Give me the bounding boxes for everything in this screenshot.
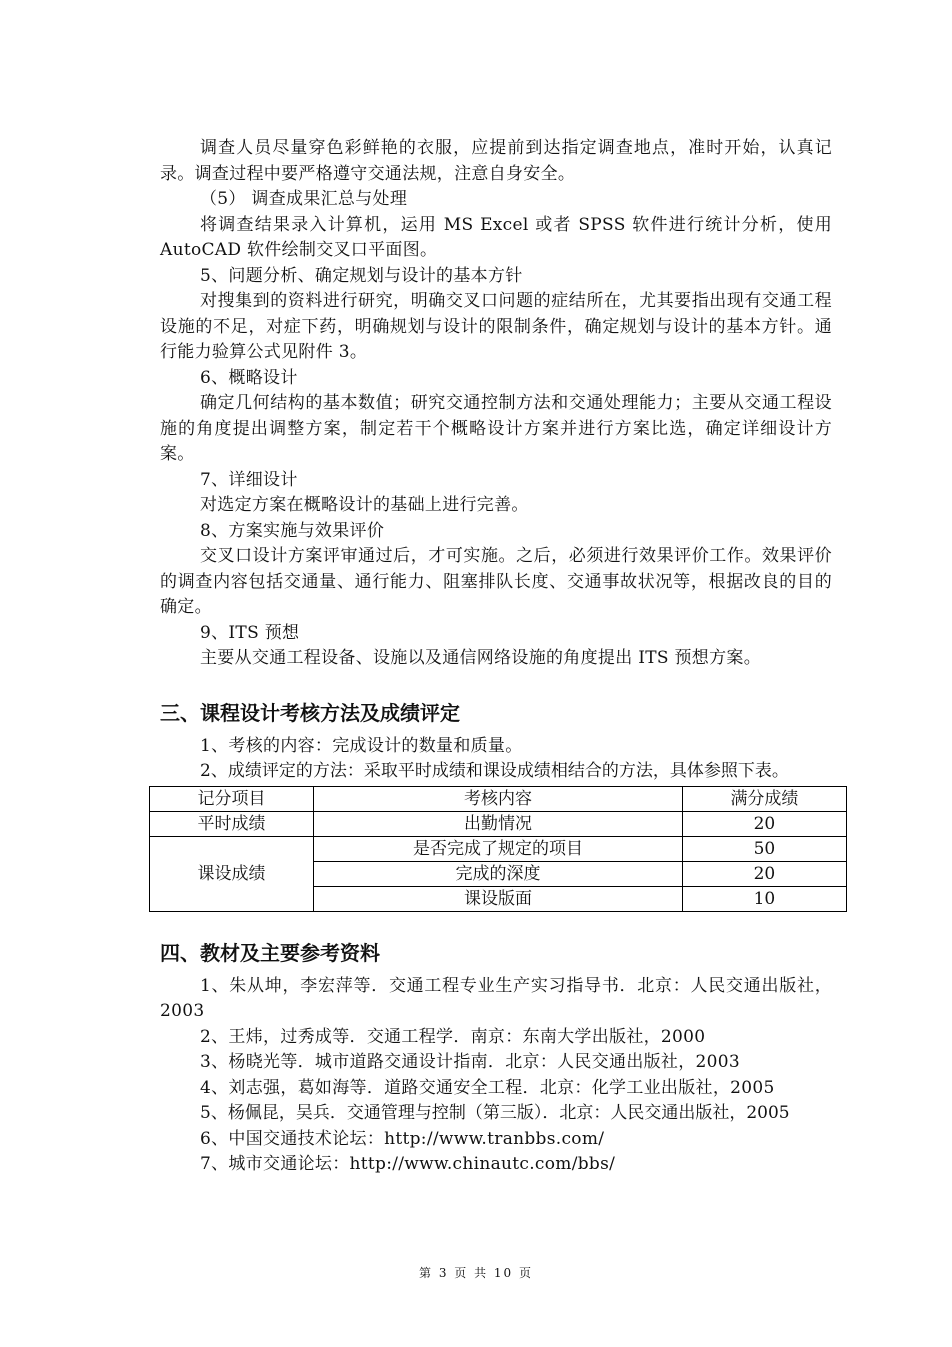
page-number: 第 3 页 共 10 页	[419, 1266, 533, 1280]
assessment-item-1: 1、考核的内容：完成设计的数量和质量。	[200, 735, 523, 756]
reference-item: 1、朱从坤，李宏萍等．交通工程专业生产实习指导书．北京：人民交通出版社，2003	[160, 975, 832, 1021]
table-cell: 50	[682, 836, 846, 861]
assessment-item-2: 2、成绩评定的方法：采取平时成绩和课设成绩相结合的方法，具体参照下表。	[200, 761, 789, 781]
section-4-title: 四、教材及主要参考资料	[160, 940, 380, 965]
table-cell: 20	[682, 861, 846, 886]
table-cell: 平时成绩	[150, 811, 314, 836]
heading-item-5: 5、问题分析、确定规划与设计的基本方针	[200, 265, 523, 286]
table-header-row	[150, 786, 847, 811]
table-cell: 出勤情况	[314, 811, 683, 836]
reference-item: 5、杨佩昆，吴兵．交通管理与控制（第三版）．北京：人民交通出版社，2005	[200, 1103, 790, 1123]
reference-item: 6、中国交通技术论坛：http://www.tranbbs.com/	[200, 1128, 605, 1149]
reference-item: 7、城市交通论坛：http://www.chinautc.com/bbs/	[200, 1154, 616, 1174]
table-cell: 课设版面	[314, 886, 683, 911]
table-group-cell: 课设成绩	[150, 836, 314, 911]
table-header-cell: 满分成绩	[682, 786, 846, 811]
paragraph-survey-notes: 调查人员尽量穿色彩鲜艳的衣服，应提前到达指定调查地点，准时开始，认真记录。调查过程中要严格遵守交通法规，注意自身安全。	[160, 138, 832, 184]
subheading-results-summary: （5） 调查成果汇总与处理	[200, 189, 408, 209]
reference-item: 2、王炜，过秀成等．交通工程学．南京：东南大学出版社，2000	[200, 1026, 706, 1047]
paragraph-evaluation: 交叉口设计方案评审通过后，才可实施。之后，必须进行效果评价工作。效果评价的调查内容包括交通量、通行能力、阻塞排队长度、交通事故状况等，根据改良的目的确定。	[160, 546, 832, 617]
paragraph-detailed-design: 对选定方案在概略设计的基础上进行完善。	[200, 495, 529, 515]
table-cell: 是否完成了规定的项目	[314, 836, 683, 861]
paragraph-results-processing: 将调查结果录入计算机，运用 MS Excel 或者 SPSS 软件进行统计分析，使用 AutoCAD 软件绘制交叉口平面图。	[160, 214, 832, 260]
table-header-cell: 记分项目	[150, 786, 314, 811]
heading-item-7: 7、详细设计	[200, 469, 298, 490]
table-row	[150, 836, 847, 861]
paragraph-its: 主要从交通工程设备、设施以及通信网络设施的角度提出 ITS 预想方案。	[200, 648, 762, 668]
table-cell: 完成的深度	[314, 861, 683, 886]
paragraph-problem-analysis: 对搜集到的资料进行研究，明确交叉口问题的症结所在，尤其要指出现有交通工程设施的不足，对症下药，明确规划与设计的限制条件，确定规划与设计的基本方针。通行能力验算公式见附件 3。	[160, 291, 832, 362]
heading-item-6: 6、概略设计	[200, 367, 298, 388]
heading-item-8: 8、方案实施与效果评价	[200, 520, 385, 541]
table-row	[150, 811, 847, 836]
grading-table	[149, 786, 847, 912]
paragraph-concept-design: 确定几何结构的基本数值；研究交通控制方法和交通处理能力；主要从交通工程设施的角度提出调整方案，制定若干个概略设计方案并进行方案比选，确定详细设计方案。	[160, 393, 832, 464]
table-cell: 20	[682, 811, 846, 836]
table-header-cell: 考核内容	[314, 786, 683, 811]
reference-item: 4、刘志强，葛如海等．道路交通安全工程．北京：化学工业出版社，2005	[200, 1077, 775, 1098]
heading-item-9: 9、ITS 预想	[200, 622, 300, 643]
table-cell: 10	[682, 886, 846, 911]
reference-item: 3、杨晓光等．城市道路交通设计指南．北京：人民交通出版社，2003	[200, 1052, 740, 1072]
page-content	[160, 136, 832, 1178]
section-3-title: 三、课程设计考核方法及成绩评定	[160, 700, 460, 725]
